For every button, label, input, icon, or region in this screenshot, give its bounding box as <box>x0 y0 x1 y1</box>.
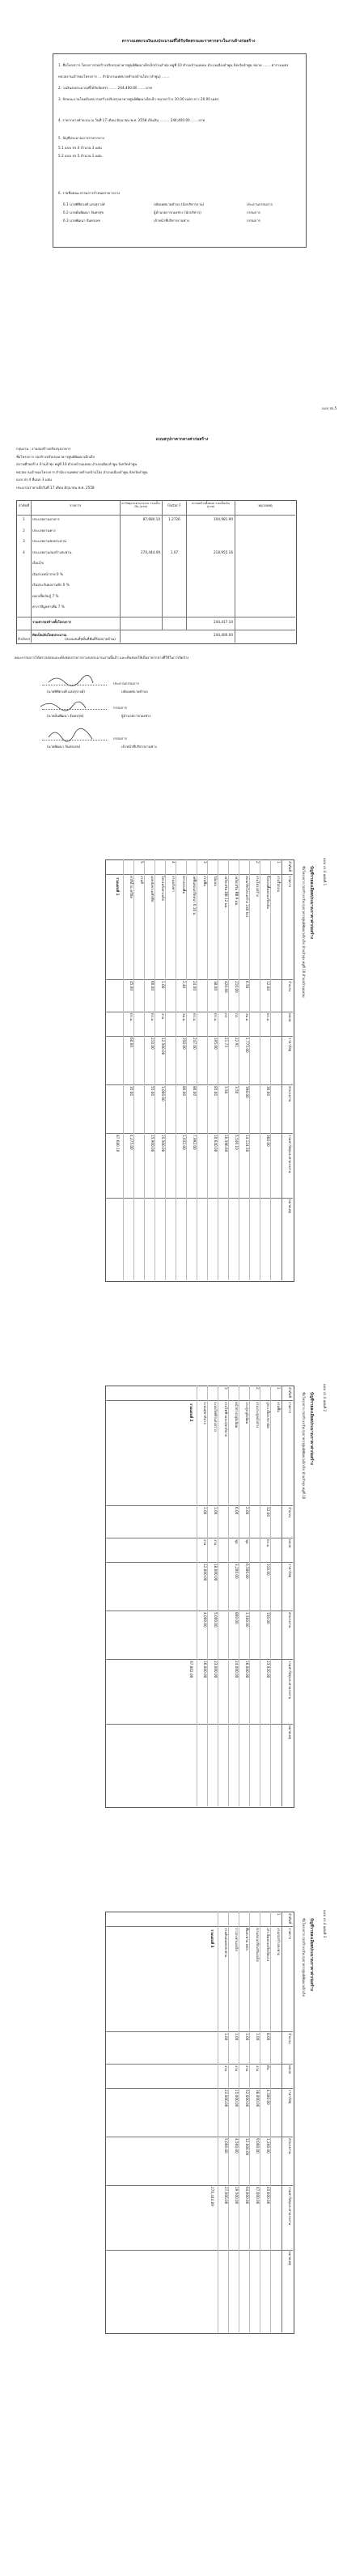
table-cell: 87,680.10 <box>142 517 160 521</box>
table-cell: งาน <box>203 1539 207 1546</box>
column-header: หน่วย <box>288 1013 292 1022</box>
summary-item: 4. ราคากลางคำนวณ ณ วันที่ 17 เดือน มิถุนายน พ.ศ. 2558 เป็นเงิน ......... 244,400.00 .......บาท <box>58 118 205 122</box>
used-label: คิดเป็นเงินโดยประมาณ <box>32 633 67 637</box>
table-cell: 247.00 <box>193 1038 197 1050</box>
table-cell: ระบบไฟฟ้าแสงสว่าง <box>214 1402 218 1432</box>
table-cell: 5 <box>140 861 144 864</box>
table-cell: 64,000.00 <box>245 2187 249 2205</box>
column-header: รายการ <box>288 1928 292 1940</box>
table-cell: 270,444.09 <box>141 550 160 554</box>
table-cell: 18,000.00 <box>214 1564 218 1581</box>
table-cell: คานคอนกรีตเสริมเหล็ก <box>256 1928 260 1962</box>
table-cell: ปูกระเบื้องเซรามิค <box>266 1402 270 1428</box>
table-cell: ค่าภาษีมูลค่าเพิ่ม 7 % <box>32 605 65 609</box>
column-divider <box>105 2064 293 2065</box>
table-cell: 2.40 <box>182 981 186 989</box>
table-cell: 1.07 <box>170 550 179 554</box>
table-cell: งาน <box>214 1539 218 1546</box>
table-cell: 310.00 <box>266 1564 270 1576</box>
header-divider <box>281 859 282 1280</box>
table-cell: 1 <box>277 861 281 864</box>
summary-item: 2. วงเงินงบประมาณที่ได้รับจัดสรร ....... 244,400.00 .......บาท <box>58 86 153 90</box>
table-cell: 104,981.90 <box>214 517 233 521</box>
table-cell: 5,546.10 <box>235 1135 239 1150</box>
table-cell: คอนกรีตโครงสร้าง 240 ksc <box>245 876 249 918</box>
row-divider <box>228 859 229 1280</box>
table-cell: รื้อถอนพื้นคอนกรีตเดิม <box>266 876 270 909</box>
committee-role-3: กรรมการ <box>247 219 260 223</box>
header-item: รายการ <box>69 503 82 507</box>
table-cell: 24,000.00 <box>235 1661 239 1678</box>
table-cell: 398.00 <box>245 1086 249 1098</box>
sheet-total-value: 270,444.09 <box>210 2187 214 2206</box>
text-amount-label: ตัวอักษร <box>18 637 31 641</box>
committee-role-2: กรรมการ <box>247 210 260 214</box>
table-cell: 38,000.00 <box>256 2090 260 2107</box>
header-factor: Factor F <box>167 503 181 507</box>
table-cell: 60.00 <box>129 1038 133 1047</box>
summary-item: 5.1 แบบ ปร.4 จำนวน 3 แผ่น <box>58 146 102 150</box>
page-1-summary <box>0 0 364 356</box>
column-divider <box>105 2088 293 2089</box>
table-cell: 27,000.00 <box>224 2187 228 2205</box>
row-divider <box>154 859 155 1280</box>
project-meta-line: ประมาณราคาเมื่อวันที่ 17 เดือน มิถุนายน พ.ศ. 2558 <box>16 485 95 490</box>
column-header: หมายเหตุ <box>288 2251 292 2266</box>
table-cell: 19,500.00 <box>235 2187 239 2205</box>
table-cell: 1,500.00 <box>245 1612 249 1628</box>
table-cell: 22,000.00 <box>224 2090 228 2107</box>
table-cell: 210.00 <box>235 981 239 993</box>
column-header: ค่าแรงงาน <box>288 1612 292 1628</box>
column-divider <box>105 1926 293 1927</box>
row-divider <box>165 859 166 1280</box>
table-cell: 2 <box>256 1387 260 1390</box>
column-header: รวมค่าวัสดุและค่าแรงงาน <box>288 2187 292 2226</box>
committee-position-2: ผู้อำนวยการกองช่าง (นักบริหาร) <box>154 210 201 214</box>
table-cell: 5,000.00 <box>224 2138 228 2154</box>
table-cell: ดอกเบี้ยเงินกู้ 7 % <box>32 593 59 598</box>
column-header: หมายเหตุ <box>288 1199 292 1214</box>
table-cell: 4,000.00 <box>203 1612 207 1628</box>
table-cell: 1.00 <box>256 2033 260 2041</box>
table-cell: 2 <box>23 528 25 533</box>
table-cell: ระบบสุขาภิบาล <box>203 1402 207 1424</box>
table-cell: ตร.ม. <box>193 1013 197 1022</box>
header-note: หมายเหตุ <box>258 503 273 507</box>
table-cell: ประเภทงานก่อสร้างสะพาน <box>32 550 72 554</box>
table-cell: 1 <box>277 1387 281 1390</box>
header-divider <box>281 1912 282 2332</box>
table-cell: 80.00 <box>182 1086 186 1096</box>
table-cell: 12,500.00 <box>161 1038 165 1055</box>
table-cell: 195.00 <box>214 1038 218 1050</box>
signer-1-name: (นายพิชิตวงศ์ แสงสุรางค์) <box>47 690 85 694</box>
table-cell: ตร.ม. <box>129 1013 133 1022</box>
table-cell: 47,000.00 <box>256 2187 260 2205</box>
column-header: จำนวน <box>288 2033 292 2043</box>
table-cell: เหล็กเสริม RB 9 มม. <box>235 876 239 906</box>
table-cell: 1.00 <box>245 2033 249 2041</box>
table-cell: ทาสีน้ำอะครีลิค <box>129 876 133 899</box>
table-cell: 45.00 <box>129 981 133 991</box>
table-cell: เงื่อนไข <box>32 561 44 565</box>
row-divider <box>270 1386 271 1806</box>
table-cell: เสาเข็มคอนกรีตอัดแรง <box>266 1928 270 1962</box>
table-cell: 38.00 <box>214 981 218 991</box>
table-cell: งานก่อสร้างสะพาน <box>277 1928 281 1956</box>
committee-name-2: 6.2 นายมั่นพัฒนา จันทรสุข <box>63 210 104 214</box>
row-divider <box>144 859 145 1280</box>
column-divider <box>105 1505 293 1506</box>
table-cell: 210.00 <box>150 1038 154 1050</box>
signer-3-title: เจ้าหน้าที่บริหารงานช่าง <box>121 745 157 749</box>
table-cell: 7,992.00 <box>193 1135 197 1150</box>
table-cell: 1,200.00 <box>266 2138 270 2154</box>
row-divider <box>133 859 134 1280</box>
page-5-pr4-sheet3 <box>0 1894 364 2379</box>
table-cell: 16,000.00 <box>245 1661 249 1678</box>
table-cell: ตร.ม. <box>150 1013 154 1022</box>
row-divider <box>207 1386 208 1806</box>
row-divider <box>186 859 187 1280</box>
table-cell: ลบ.ม. <box>245 1013 249 1022</box>
committee-position-1: ปลัดเทศบาลตำบล (นักบริหารงาน) <box>154 202 205 206</box>
table-cell: 3 <box>224 1387 228 1390</box>
signer-3-name: (นายพัฒนา จันทรเลข) <box>47 745 81 749</box>
table-cell: 1,775.00 <box>245 1038 249 1053</box>
committee-position-3: เจ้าหน้าที่บริหารงานช่าง <box>154 219 189 223</box>
table-cell: 3,200.00 <box>235 1564 239 1579</box>
form-number: แบบ ปร.4 แผ่นที่ 1 <box>323 858 327 886</box>
table-cell: 1.00 <box>224 2033 228 2041</box>
project-meta-line: สถานที่ก่อสร้าง บ้านลำทุ่ง หมู่ที่ 10 ตำบลบ้านแหลม อำเภอเมืองลำพูน จังหวัดลำพูน <box>16 462 138 466</box>
table-cell: 12,000.00 <box>245 2138 249 2156</box>
table-cell: งาน <box>161 1013 165 1020</box>
table-cell: ประเภทงานชลประทาน <box>32 539 66 543</box>
sheet-total-value: 97,802.00 <box>189 1661 193 1678</box>
row-divider <box>228 1912 229 2332</box>
text-amount-value: (สองแสนสี่หมื่นสี่พันสี่ร้อยบาทถ้วน) <box>65 637 116 641</box>
page-2-pr5 <box>0 397 364 817</box>
column-divider <box>105 2031 293 2032</box>
table-cell: 60.00 <box>150 981 154 991</box>
row-divider <box>249 859 250 1280</box>
table-cell: งานพื้น <box>203 876 207 886</box>
table-cell: เงินประกันผลงานหัก 0 % <box>32 583 70 587</box>
table-cell: 5,000.00 <box>214 1612 218 1628</box>
table-cell: 15,000.00 <box>235 2090 239 2107</box>
row-divider <box>270 1912 271 2332</box>
table-cell: 1,032.00 <box>182 1135 186 1150</box>
table-cell: พื้นสะพาน คสล. <box>245 1928 249 1951</box>
column-header: รวมค่าวัสดุและค่าแรงงาน <box>288 1135 292 1173</box>
signer-2-title: ผู้อำนวยการกองช่าง <box>121 714 151 718</box>
table-cell: 4,275.00 <box>129 1135 133 1150</box>
table-cell: ตร.ม. <box>214 1013 218 1022</box>
used-value: 244,400.00 <box>214 633 233 637</box>
project-meta-line: หน่วยงานเจ้าของโครงการ สำนักงานเทศบาลตำบลบ้านโฮ่ง อำเภอเมืองลำพูน จังหวัดลำพูน <box>16 469 148 474</box>
table-cell: 4 <box>171 861 176 864</box>
header-total: ค่าก่อสร้างทั้งหมด รวมเป็นเงิน (บาท) <box>192 502 230 509</box>
table-cell: 16,000.00 <box>203 1661 207 1678</box>
committee-name-3: 6.3 นายพัฒนา จันทรเลข <box>63 219 100 223</box>
table-cell: หน้าต่างอลูมิเนียม <box>235 1402 239 1428</box>
signer-2-role: กรรมการ <box>113 706 127 710</box>
table-cell: งานสี <box>140 876 144 884</box>
table-cell: งานรื้อถอน <box>277 876 281 892</box>
column-header: ค่าแรงงาน <box>288 2138 292 2154</box>
row-divider <box>270 859 271 1280</box>
table-cell: 6.00 <box>235 1507 239 1515</box>
table-cell: งานไฟฟ้าและสุขาภิบาล <box>224 1402 228 1437</box>
table-cell: 360.00 <box>266 1135 270 1147</box>
page-title: ตารางแสดงวงเงินงบประมาณที่ได้รับจัดสรรและราคากลางในงานจ้างก่อสร้าง <box>121 39 256 44</box>
project-meta-line: กลุ่มงาน : งานก่อสร้างปรับปรุงอาคาร <box>16 447 71 451</box>
row-divider <box>249 1912 250 2332</box>
page-3-pr4-sheet1 <box>0 842 364 1327</box>
table-cell: 9,000.00 <box>256 2138 260 2154</box>
table-cell: งานดินถมคอสะพาน <box>224 1928 228 1958</box>
committee-role-1: ประธานกรรมการ <box>247 202 273 206</box>
table-cell: 3 <box>23 539 25 543</box>
column-header: ราคาวัสดุ <box>288 2090 292 2104</box>
table-cell: ประตูอลูมิเนียม <box>245 1402 249 1424</box>
summary-item: หน่วยงานเจ้าของโครงการ ... สำนักงานเทศบาลตำบลบ้านโฮ่ง (ลำพูน) ....... <box>58 74 170 79</box>
pr4-title: บัญชีรายละเอียดประมาณราคาค่าก่อสร้าง <box>309 866 314 939</box>
approval-note: คณะกรรมการได้ตรวจสอบและเห็นชอบราคากลางงบประมาณงานนี้แล้ว และเห็นชอบให้เป็นราคากลางที่ใช้ในการจัดจ้าง <box>15 656 189 660</box>
column-header: รายการ <box>288 1402 292 1414</box>
table-cell: 23,920.00 <box>266 1661 270 1678</box>
table-cell: 1 <box>23 517 25 521</box>
table-cell: งานพื้น <box>277 1402 281 1412</box>
form-number: แบบ ปร.4 แผ่นที่ 3 <box>323 1910 327 1938</box>
table-cell: ประเภทงานทาง <box>32 528 56 533</box>
table-cell: 24.00 <box>193 981 197 991</box>
column-header: รายการ <box>288 876 292 888</box>
sheet-total-label: รวมแผ่นที่ 3 <box>210 1929 214 1948</box>
table-cell: 1.00 <box>214 1507 218 1515</box>
table-cell: ประเภทงานอาคาร <box>32 517 60 521</box>
page-4-pr4-sheet2 <box>0 1368 364 1853</box>
table-cell: 3.50 <box>235 1086 239 1094</box>
header-cost: ค่าวัสดุและค่าแรงงาน รวมเป็นเงิน (บาท) <box>121 502 160 509</box>
table-cell: 8.00 <box>266 2033 270 2041</box>
table-cell: 3,000.00 <box>161 1086 165 1101</box>
pr4-title: บัญชีรายละเอียดประมาณราคาค่าก่อสร้าง <box>309 1392 314 1465</box>
committee-name-1: 6.1 นายพิชิตวงศ์ แสงสุรางค์ <box>63 202 105 206</box>
row-divider <box>228 1386 229 1806</box>
column-divider <box>105 2185 293 2186</box>
table-cell: งาน <box>224 2065 228 2072</box>
table-cell: ชุด <box>245 1539 249 1544</box>
table-cell: ลบ.ม. <box>182 1013 186 1022</box>
sheet-total-value: 87,680.10 <box>116 1135 120 1152</box>
table-cell: งานโครงสร้าง <box>256 876 260 897</box>
table-cell: 45,600.00 <box>266 2187 270 2205</box>
table-cell: 1 <box>277 1913 281 1916</box>
table-cell: 15,500.00 <box>161 1135 165 1152</box>
row-divider <box>249 1386 250 1806</box>
table-cell: เทพื้นคอนกรีตหนา 0.10 ม. <box>193 876 197 916</box>
column-divider <box>105 1724 293 1725</box>
table-cell: งานประตูหน้าต่าง <box>256 1402 260 1428</box>
signer-1-role: ประธานกรรมการ <box>113 681 139 685</box>
table-cell: 2 <box>256 861 260 864</box>
table-cell: งาน <box>245 2065 249 2072</box>
table-cell: ไม้แบบ <box>214 876 218 886</box>
table-cell: 3 <box>203 861 207 864</box>
table-cell: 2.00 <box>245 1507 249 1515</box>
table-cell: 35.00 <box>129 1086 133 1096</box>
column-header: ราคาวัสดุ <box>288 1038 292 1052</box>
sheet-total-label: รวมแผ่นที่ 2 <box>189 1403 193 1422</box>
table-cell: โครงหลังคาเหล็ก <box>161 876 165 902</box>
form-number: แบบ ปร.5 <box>322 406 337 410</box>
column-header: หน่วย <box>288 2065 292 2074</box>
sheet-total-label: รวมแผ่นที่ 1 <box>116 877 120 896</box>
column-header: รวมค่าวัสดุและค่าแรงงาน <box>288 1661 292 1700</box>
column-header: ราคาวัสดุ <box>288 1564 292 1578</box>
pr4-header: ชื่อโครงการ ก่อสร้างปรับปรุงอาคารศูนย์พัฒนาเด็กเล็ก บ้านลำทุ่ง หมู่ที่ 10 ตำบลบ้านแหลม <box>302 866 306 998</box>
column-divider <box>105 1562 293 1563</box>
pr4-title: บัญชีรายละเอียดประมาณราคาค่าก่อสร้าง <box>309 1918 314 1991</box>
table-cell: 350.00 <box>182 1038 186 1050</box>
total-label: รวมค่าก่อสร้างทั้งโครงการ <box>32 620 72 624</box>
column-header: ลำดับที่ <box>288 1913 292 1925</box>
summary-item: 6. รายชื่อคณะกรรมการกำหนดราคากลาง <box>58 191 121 195</box>
signer-2-name: (นายมั่นพัฒนา จันทรสุข) <box>47 714 84 718</box>
table-cell: 23,000.00 <box>214 1661 218 1678</box>
table-cell: 30.00 <box>266 1086 270 1096</box>
table-cell: กก. <box>235 1013 239 1019</box>
table-cell: งาน <box>235 2065 239 2072</box>
table-cell: 800.00 <box>235 1612 239 1624</box>
pr5-title: แบบสรุปราคากลางค่าก่อสร้าง <box>155 437 209 442</box>
table-cell: 10,596.60 <box>224 1135 228 1152</box>
table-cell: 22.91 <box>235 1038 239 1047</box>
summary-item: 3. ลักษณะงานโดยสังเขป ก่อสร้างปรับปรุงอาคารศูนย์พัฒนาเด็กเล็ก ขนาดกว้าง 10.00 เมตร ยาว 20.00 เมตร <box>58 97 219 101</box>
table-cell: 150.00 <box>266 1612 270 1624</box>
table-cell: 1.00 <box>203 1507 207 1515</box>
table-cell: 4,500.00 <box>235 2138 239 2154</box>
header-divider <box>281 1386 282 1806</box>
table-cell: 55.00 <box>150 1086 154 1096</box>
table-cell: 4,500.00 <box>266 2090 270 2105</box>
table-cell: เหล็กเสริม DB 12 มม. <box>224 876 228 909</box>
table-cell: 52.00 <box>266 1507 270 1517</box>
table-cell: 1.00 <box>235 2033 239 2041</box>
table-cell: 6,500.00 <box>245 1564 249 1579</box>
table-cell: 218,955.16 <box>214 550 233 554</box>
column-header: ค่าแรงงาน <box>288 1086 292 1102</box>
row-divider <box>123 859 124 1280</box>
table-cell: ชุด <box>235 1539 239 1544</box>
table-cell: ราวสะพานเหล็ก <box>235 1928 239 1952</box>
table-cell: 4 <box>23 550 25 554</box>
table-cell: 1.00 <box>161 981 165 989</box>
table-cell: 420.00 <box>224 981 228 993</box>
table-cell: กก. <box>224 1013 228 1019</box>
form-number: แบบ ปร.4 แผ่นที่ 2 <box>323 1384 327 1412</box>
header-no: ลำดับที่ <box>18 503 30 507</box>
table-cell: 3.50 <box>224 1086 228 1094</box>
project-meta-line: ชื่อโครงการ ก่อสร้างปรับปรุงอาคารศูนย์พัฒนาเด็กเล็ก <box>16 454 95 459</box>
row-divider <box>207 859 208 1280</box>
column-header: หมายเหตุ <box>288 1725 292 1740</box>
summary-item: 5.2 แบบ ปร.5 จำนวน 1 แผ่น <box>58 154 102 158</box>
column-divider <box>105 1400 293 1401</box>
summary-item: 5. บัญชีประมาณการราคากลาง <box>58 136 104 140</box>
table-cell: 86.00 <box>193 1086 197 1096</box>
summary-item: 1. ชื่อโครงการ โครงการก่อสร้างปรับปรุงอาคารศูนย์พัฒนาเด็กเล็กบ้านลำทุ่ง หมู่ที่ 10 ตำบลบ้านแหลม อำเภอเมืองลำพูน จังหวัดลำพูน ขนาด ....... ตารางเมตร <box>58 63 289 67</box>
signer-3-role: กรรมการ <box>113 736 127 741</box>
table-cell: 21.73 <box>224 1038 228 1047</box>
signer-1-title: ปลัดเทศบาลตำบล <box>121 690 148 694</box>
project-meta-line: แบบ ปร.4 ที่แนบ 3 แผ่น <box>16 477 52 482</box>
table-cell: ตร.ม. <box>266 1013 270 1022</box>
pr4-header: ชื่อโครงการ ก่อสร้างปรับปรุงอาคารศูนย์พัฒนาเด็กเล็ก บ้านลำทุ่ง หมู่ที่ 10 <box>302 1392 306 1500</box>
total-value: 244,417.10 <box>214 620 233 624</box>
table-cell: 15,900.00 <box>150 1135 154 1152</box>
table-cell: 1.2726 <box>168 517 180 521</box>
column-header: ลำดับที่ <box>288 861 292 872</box>
table-cell: ตร.ม. <box>266 1539 270 1548</box>
table-cell: 6.50 <box>245 981 249 989</box>
table-cell: งานหลังคา <box>171 876 176 892</box>
table-cell: งาน <box>256 2065 260 2072</box>
column-header: หน่วย <box>288 1539 292 1548</box>
column-divider <box>105 1659 293 1660</box>
table-cell: เงินล่วงหน้าจ่าย 0 % <box>32 571 63 576</box>
table-cell: 12.00 <box>266 981 270 991</box>
table-cell: ทรายรองพื้น <box>182 876 186 894</box>
table-cell: 10,640.00 <box>214 1135 218 1152</box>
table-cell: 14,124.50 <box>245 1135 249 1152</box>
table-cell: 52,000.00 <box>245 2090 249 2107</box>
table-cell: ต้น <box>266 2065 270 2070</box>
column-divider <box>105 2250 293 2251</box>
pr4-header: ชื่อโครงการ ก่อสร้างปรับปรุงอาคารศูนย์พัฒนาเด็กเล็ก <box>302 1918 306 1997</box>
table-cell: 85.00 <box>214 1086 218 1096</box>
table-cell: 12,000.00 <box>203 1564 207 1581</box>
table-cell: มุงหลังคาเมทัลชีท <box>150 876 154 902</box>
column-header: จำนวน <box>288 1507 292 1517</box>
column-header: จำนวน <box>288 981 292 991</box>
column-header: ลำดับที่ <box>288 1387 292 1398</box>
